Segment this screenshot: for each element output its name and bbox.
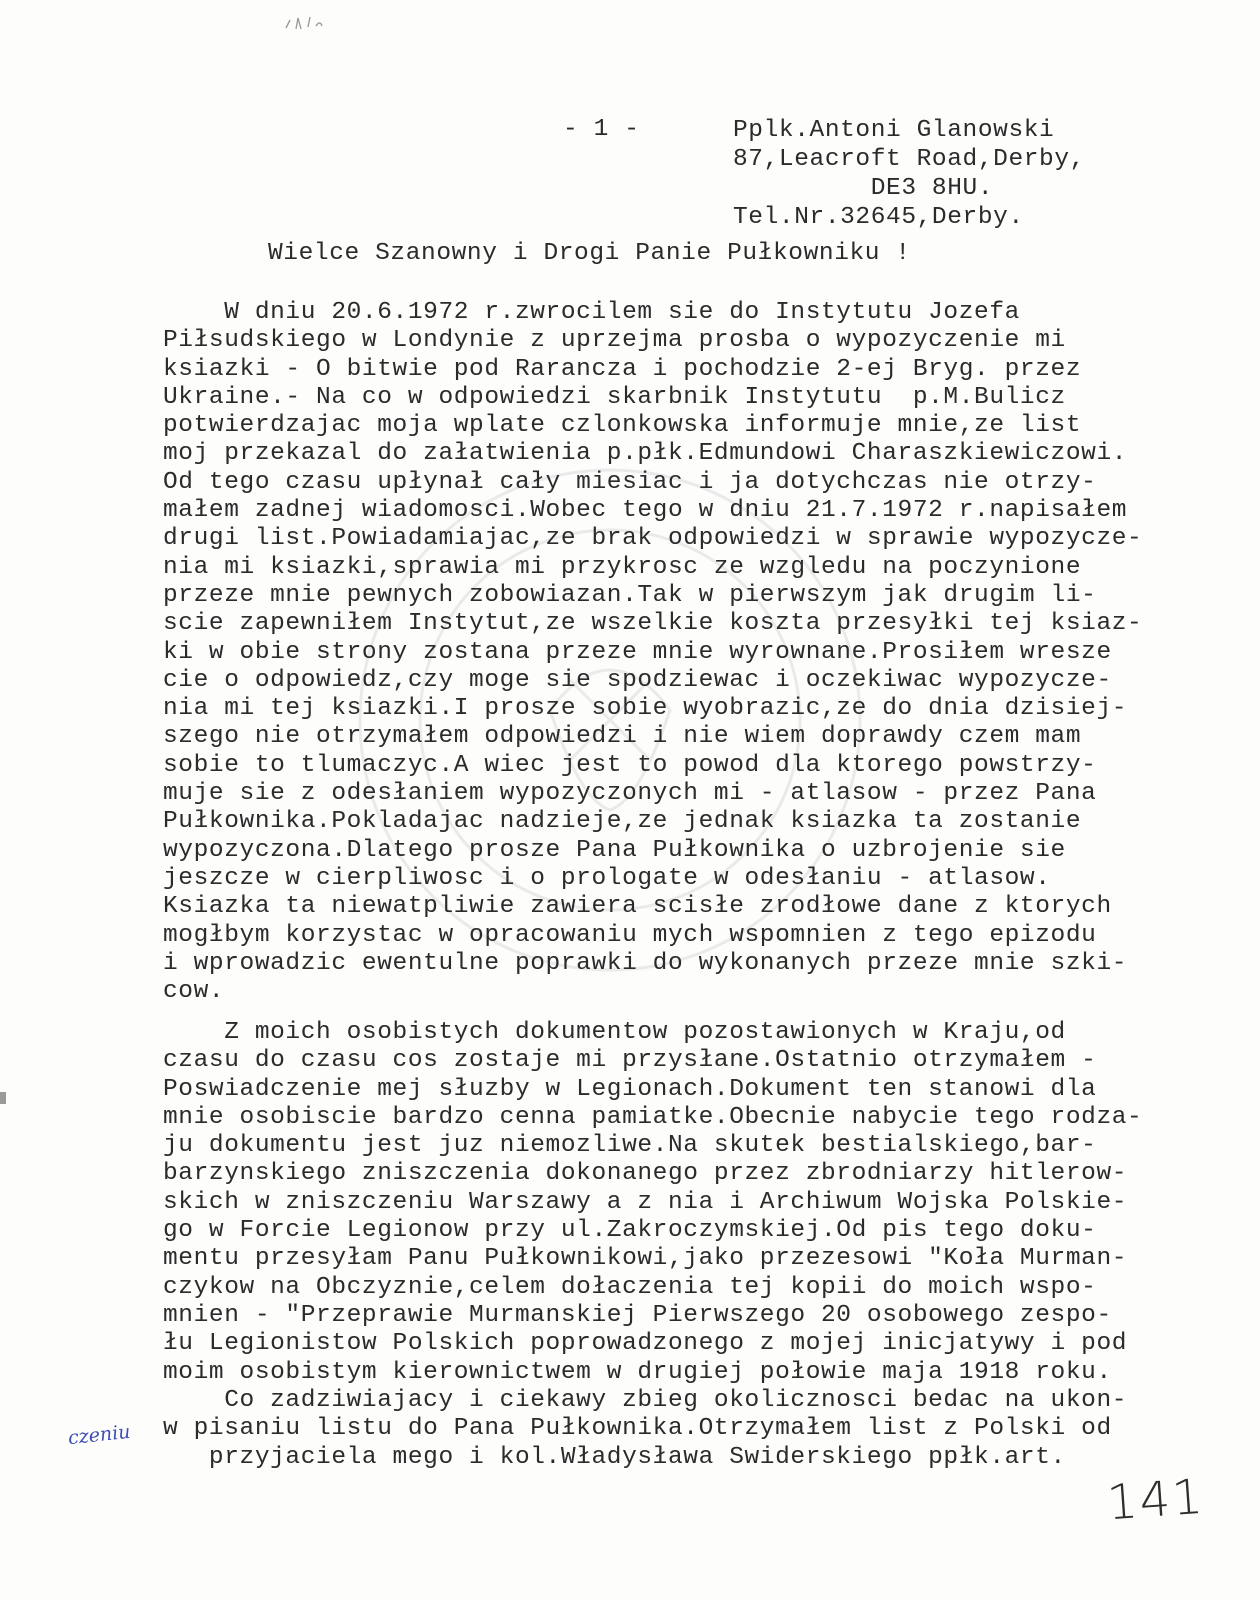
text-line: skich w zniszczeniu Warszawy a z nia i Archiwum Wojska Polskie- [163, 1188, 1128, 1216]
text-line: jeszcze w cierpliwosc i o prologate w odesłaniu - atlasow. [163, 864, 1051, 892]
edge-mark [0, 1092, 6, 1104]
text-line: Ksiazka ta niewatpliwie zawiera scisłe zrodłowe dane z ktorych [163, 893, 1112, 921]
text-line: moj przekazal do załatwienia p.płk.Edmundowi Charaszkiewiczowi. [163, 440, 1128, 468]
folio-number: 141 [1105, 1468, 1207, 1532]
text-line: ju dokumentu jest juz niemozliwe.Na skutek bestialskiego,bar- [163, 1132, 1097, 1160]
text-line: Poswiadczenie mej słuzby w Legionach.Dokument ten stanowi dla [163, 1075, 1097, 1103]
text-line: Co zadziwiajacy i ciekawy zbieg okolicznosci bedac na ukon- [163, 1387, 1128, 1414]
paragraph-1 [163, 299, 1142, 1006]
text-line: W dniu 20.6.1972 r.zwrocilem sie do Instytutu Jozefa [163, 299, 1020, 326]
paragraph-3 [163, 1387, 1127, 1472]
address-line: DE3 8HU. [733, 175, 994, 202]
text-line: i wprowadzic ewentulne poprawki do wykonanych przeze mnie szki- [163, 949, 1128, 977]
text-line: moim osobistym kierownictwem w drugiej połowie maja 1918 roku. [163, 1358, 1112, 1386]
text-line: mnien - "Przeprawie Murmanskiej Pierwszego 20 osobowego zespo- [163, 1301, 1112, 1329]
text-line: go w Forcie Legionow przy ul.Zakroczymskiej.Od pis tego doku- [163, 1217, 1097, 1245]
top-ink-marks [282, 12, 342, 34]
text-line: czasu do czasu cos zostaje mi przysłane.Ostatnio otrzymałem - [163, 1047, 1097, 1075]
text-line: nia mi tej ksiazki.I prosze sobie wyobrazic,ze do dnia dzisiej- [163, 695, 1128, 723]
text-line: w pisaniu listu do Pana Pułkownika.Otrzymałem list z Polski od [163, 1415, 1112, 1443]
address-line: Tel.Nr.32645,Derby. [733, 204, 1024, 231]
handwritten-margin-note: czeniu [67, 1420, 132, 1450]
text-line: potwierdzajac moja wplate czlonkowska informuje mnie,ze list [163, 412, 1082, 440]
address-line: Pplk.Antoni Glanowski [733, 117, 1055, 144]
text-line: drugi list.Powiadamiajac,ze brak odpowiedzi w sprawie wypozycze- [163, 525, 1143, 553]
text-line: czykow na Obczyznie,celem dołaczenia tej kopii do moich wspo- [163, 1273, 1097, 1301]
text-line: ki w obie strony zostana przeze mnie wyrownane.Prosiłem wresze [163, 638, 1112, 666]
text-line: mogłbym korzystac w opracowaniu mych wspomnien z tego epizodu [163, 921, 1097, 949]
text-line: Od tego czasu upłynał cały miesiac i ja dotychczas nie otrzy- [163, 468, 1097, 496]
text-line: ksiazki - O bitwie pod Rarancza i pochodzie 2-ej Bryg. przez [163, 355, 1082, 383]
text-line: cie o odpowiedz,czy moge sie spodziewac i oczekiwac wypozycze- [163, 666, 1112, 694]
text-line: Pułkownika.Pokladajac nadzieje,ze jednak ksiazka ta zostanie [163, 808, 1082, 836]
text-line: małem zadnej wiadomosci.Wobec tego w dniu 21.7.1972 r.napisałem [163, 497, 1128, 525]
text-line: cow. [163, 978, 225, 1006]
text-line: sobie to tlumaczyc.A wiec jest to powod dla ktorego powstrzy- [163, 751, 1097, 779]
text-line: Piłsudskiego w Londynie z uprzejma prosba o wypozyczenie mi [163, 327, 1066, 355]
text-line: mnie osobiscie bardzo cenna pamiatke.Obecnie nabycie tego rodza- [163, 1103, 1143, 1131]
text-line: przyjaciela mego i kol.Władysława Swiderskiego ppłk.art. [163, 1443, 1066, 1471]
text-line: wypozyczona.Dlatego prosze Pana Pułkownika o uzbrojenie sie [163, 836, 1066, 864]
sender-address [733, 116, 1085, 232]
text-line: Ukraine.- Na co w odpowiedzi skarbnik Instytutu p.M.Bulicz [163, 383, 1066, 411]
paragraph-2 [163, 1019, 1142, 1387]
text-line: Z moich osobistych dokumentow pozostawionych w Kraju,od [163, 1019, 1066, 1046]
text-line: barzynskiego zniszczenia dokonanego przez zbrodniarzy hitlerow- [163, 1160, 1128, 1188]
text-line: szego nie otrzymałem odpowiedzi i nie wiem doprawdy czem mam [163, 723, 1082, 751]
text-line: łu Legionistow Polskich poprowadzonego z mojej inicjatywy i pod [163, 1330, 1128, 1358]
page-number: - 1 - [563, 116, 640, 143]
text-line: przeze mnie pewnych zobowiazan.Tak w pierwszym jak drugim li- [163, 581, 1097, 609]
address-line: 87,Leacroft Road,Derby, [733, 146, 1085, 173]
text-line: mentu przesyłam Panu Pułkownikowi,jako przezesowi "Koła Murman- [163, 1245, 1128, 1273]
text-line: muje sie z odesłaniem wypozyczonych mi - atlasow - przez Pana [163, 780, 1097, 808]
text-line: nia mi ksiazki,sprawia mi przykrosc ze wzgledu na poczynione [163, 553, 1082, 581]
salutation: Wielce Szanowny i Drogi Panie Pułkowniku ! [268, 240, 911, 267]
text-line: scie zapewniłem Instytut,ze wszelkie koszta przesyłki tej ksiaz- [163, 610, 1143, 638]
